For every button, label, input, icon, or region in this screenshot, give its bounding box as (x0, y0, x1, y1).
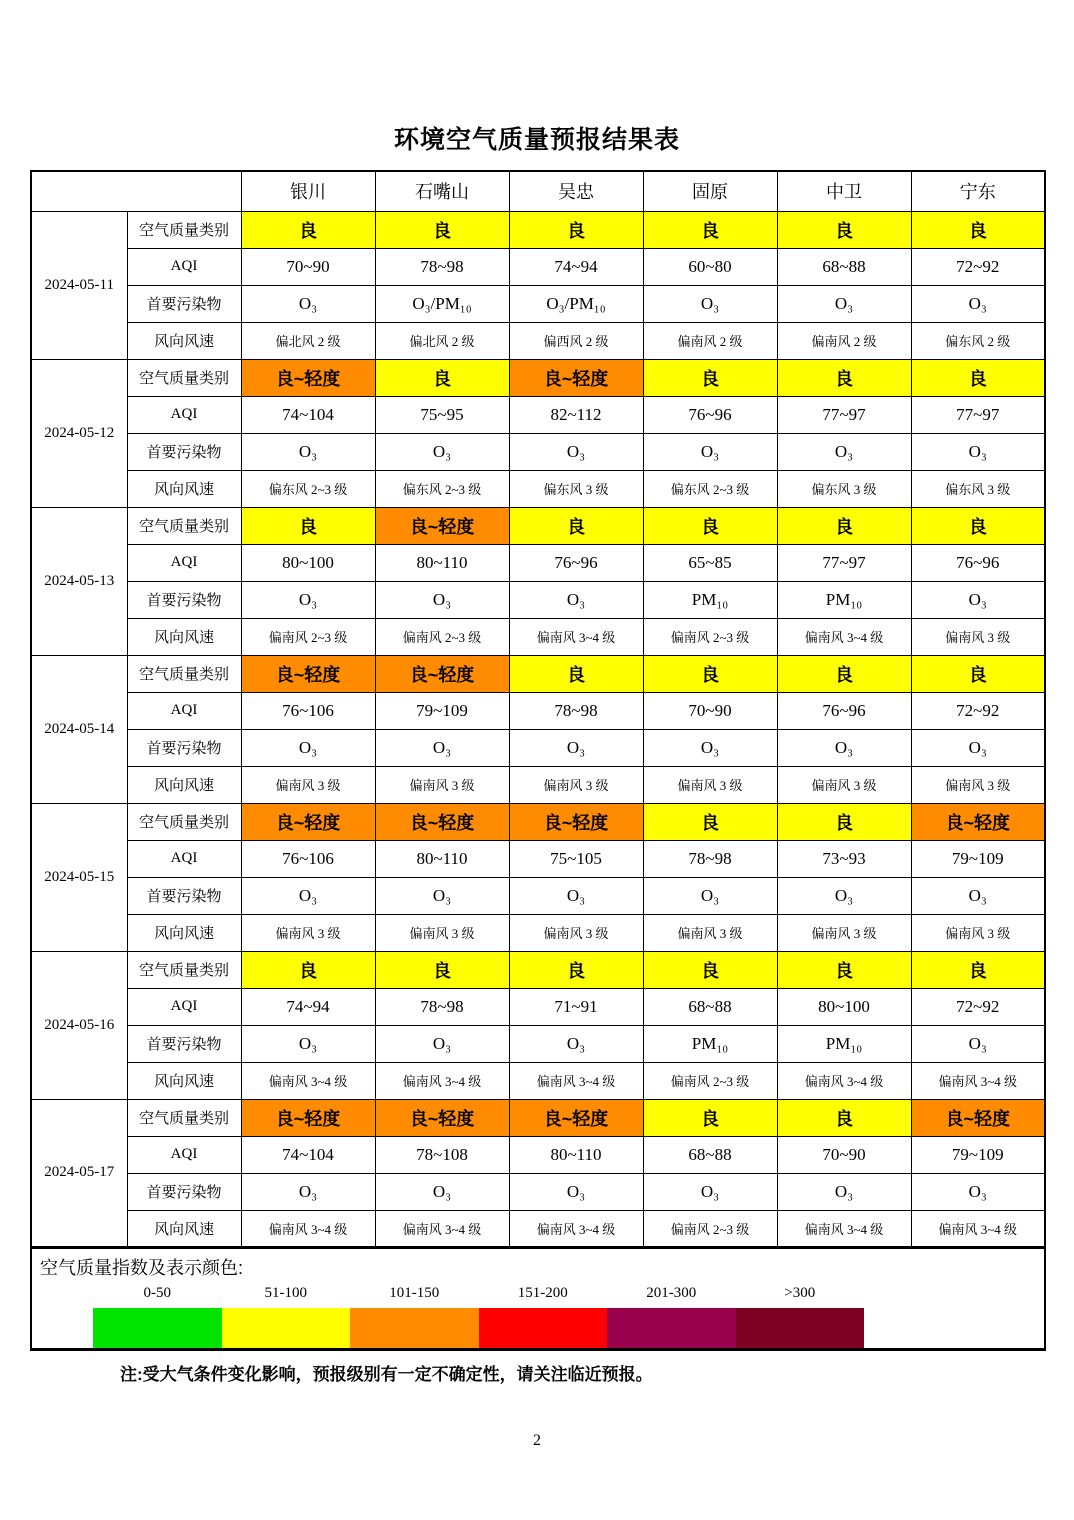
category-cell: 良~轻度 (241, 359, 375, 396)
category-cell: 良 (509, 211, 643, 248)
aqi-cell: 80~100 (777, 988, 911, 1025)
city-header: 固原 (643, 171, 777, 211)
aqi-cell: 74~94 (241, 988, 375, 1025)
category-cell: 良 (777, 655, 911, 692)
legend-range-label: 51-100 (264, 1284, 307, 1301)
pollutant-row (31, 285, 1045, 322)
wind-row (31, 322, 1045, 359)
row-label-category: 空气质量类别 (127, 507, 241, 544)
city-header: 石嘴山 (375, 171, 509, 211)
wind-cell: 偏南风 3 级 (241, 914, 375, 951)
aqi-cell: 70~90 (777, 1136, 911, 1173)
pollutant-cell: O₃ (241, 877, 375, 914)
aqi-row (31, 396, 1045, 433)
category-row (31, 951, 1045, 988)
pollutant-cell: O₃ (241, 1173, 375, 1210)
category-cell: 良~轻度 (241, 655, 375, 692)
wind-row (31, 618, 1045, 655)
pollutant-cell: O₃ (777, 285, 911, 322)
wind-cell: 偏南风 3 级 (911, 618, 1045, 655)
pollutant-cell: O₃ (375, 1025, 509, 1062)
pollutant-cell: O₃ (375, 877, 509, 914)
pollutant-cell: O₃ (777, 877, 911, 914)
aqi-cell: 68~88 (643, 1136, 777, 1173)
pollutant-cell: O₃ (375, 1173, 509, 1210)
category-cell: 良~轻度 (375, 655, 509, 692)
pollutant-cell: O₃ (241, 1025, 375, 1062)
aqi-cell: 70~90 (643, 692, 777, 729)
pollutant-cell: PM₁₀ (777, 1025, 911, 1062)
wind-cell: 偏西风 2 级 (509, 322, 643, 359)
wind-cell: 偏南风 3 级 (241, 766, 375, 803)
wind-row (31, 470, 1045, 507)
row-label-wind: 风向风速 (127, 322, 241, 359)
category-cell: 良 (777, 507, 911, 544)
wind-cell: 偏东风 3 级 (777, 470, 911, 507)
pollutant-cell: O₃ (375, 581, 509, 618)
category-row (31, 359, 1045, 396)
pollutant-cell: O₃ (509, 581, 643, 618)
aqi-cell: 77~97 (777, 544, 911, 581)
wind-cell: 偏南风 3 级 (509, 766, 643, 803)
aqi-cell: 78~98 (375, 988, 509, 1025)
corner-cell (31, 171, 241, 211)
wind-cell: 偏北风 2 级 (241, 322, 375, 359)
pollutant-cell: PM₁₀ (643, 1025, 777, 1062)
row-label-category: 空气质量类别 (127, 211, 241, 248)
category-cell: 良 (643, 803, 777, 840)
aqi-cell: 68~88 (777, 248, 911, 285)
pollutant-cell: O₃ (777, 433, 911, 470)
category-cell: 良~轻度 (509, 359, 643, 396)
row-label-category: 空气质量类别 (127, 951, 241, 988)
aqi-cell: 76~96 (911, 544, 1045, 581)
aqi-row (31, 248, 1045, 285)
category-cell: 良 (375, 211, 509, 248)
pollutant-cell: O₃ (241, 285, 375, 322)
pollutant-cell: O₃ (911, 581, 1045, 618)
category-cell: 良 (241, 951, 375, 988)
legend-swatch-purple (607, 1308, 736, 1348)
aqi-cell: 60~80 (643, 248, 777, 285)
category-cell: 良 (777, 211, 911, 248)
pollutant-cell: O₃ (911, 877, 1045, 914)
pollutant-cell: O₃ (911, 285, 1045, 322)
category-cell: 良 (777, 1099, 911, 1136)
row-label-pollutant: 首要污染物 (127, 877, 241, 914)
category-row (31, 803, 1045, 840)
wind-cell: 偏南风 3 级 (777, 766, 911, 803)
row-label-pollutant: 首要污染物 (127, 285, 241, 322)
category-cell: 良~轻度 (375, 803, 509, 840)
date-cell: 2024-05-15 (31, 803, 127, 951)
pollutant-cell: O₃ (911, 729, 1045, 766)
legend-range-label: 151-200 (517, 1284, 568, 1301)
row-label-category: 空气质量类别 (127, 803, 241, 840)
row-label-wind: 风向风速 (127, 914, 241, 951)
wind-cell: 偏南风 3~4 级 (509, 618, 643, 655)
row-label-aqi: AQI (127, 988, 241, 1025)
aqi-cell: 80~100 (241, 544, 375, 581)
category-cell: 良 (777, 359, 911, 396)
legend-swatch-maroon (736, 1308, 865, 1348)
city-header: 银川 (241, 171, 375, 211)
pollutant-cell: O₃ (375, 729, 509, 766)
wind-cell: 偏东风 3 级 (509, 470, 643, 507)
category-cell: 良 (911, 507, 1045, 544)
pollutant-cell: O₃ (241, 729, 375, 766)
pollutant-cell: O₃ (509, 877, 643, 914)
pollutant-row (31, 729, 1045, 766)
page-number: 2 (533, 1432, 541, 1449)
wind-cell: 偏东风 2 级 (911, 322, 1045, 359)
wind-cell: 偏南风 3~4 级 (777, 1062, 911, 1099)
aqi-color-legend (31, 1247, 1045, 1349)
aqi-cell: 78~98 (643, 840, 777, 877)
pollutant-cell: O₃ (643, 1173, 777, 1210)
wind-cell: 偏南风 3 级 (509, 914, 643, 951)
row-label-aqi: AQI (127, 248, 241, 285)
category-cell: 良 (509, 507, 643, 544)
pollutant-cell: O₃ (643, 877, 777, 914)
legend-swatch-red (479, 1308, 608, 1348)
legend-swatches (93, 1308, 1044, 1348)
city-header: 吴忠 (509, 171, 643, 211)
category-cell: 良 (911, 655, 1045, 692)
date-cell: 2024-05-12 (31, 359, 127, 507)
aqi-cell: 76~96 (509, 544, 643, 581)
aqi-cell: 73~93 (777, 840, 911, 877)
row-label-wind: 风向风速 (127, 1062, 241, 1099)
aqi-cell: 76~96 (777, 692, 911, 729)
date-cell: 2024-05-13 (31, 507, 127, 655)
category-cell: 良 (911, 211, 1045, 248)
category-cell: 良 (643, 507, 777, 544)
legend-range-label: 101-150 (389, 1284, 440, 1301)
aqi-cell: 72~92 (911, 988, 1045, 1025)
pollutant-cell: O₃ (509, 1173, 643, 1210)
wind-cell: 偏南风 3~4 级 (241, 1210, 375, 1247)
category-cell: 良 (643, 951, 777, 988)
category-cell: 良~轻度 (509, 803, 643, 840)
wind-cell: 偏南风 3~4 级 (241, 1062, 375, 1099)
pollutant-cell: O₃ (911, 1173, 1045, 1210)
pollutant-cell: O₃ (777, 1173, 911, 1210)
pollutant-cell: O₃ (241, 581, 375, 618)
wind-cell: 偏南风 3~4 级 (509, 1062, 643, 1099)
wind-cell: 偏南风 2~3 级 (643, 1210, 777, 1247)
category-cell: 良 (375, 951, 509, 988)
aqi-cell: 80~110 (509, 1136, 643, 1173)
wind-row (31, 1062, 1045, 1099)
pollutant-cell: O₃/PM₁₀ (509, 285, 643, 322)
row-label-wind: 风向风速 (127, 470, 241, 507)
row-label-wind: 风向风速 (127, 1210, 241, 1247)
aqi-cell: 76~106 (241, 840, 375, 877)
category-cell: 良 (643, 1099, 777, 1136)
page-title: 环境空气质量预报结果表 (393, 127, 680, 154)
legend-swatch-green (93, 1308, 222, 1348)
wind-cell: 偏南风 3 级 (375, 766, 509, 803)
aqi-cell: 74~104 (241, 1136, 375, 1173)
row-label-category: 空气质量类别 (127, 359, 241, 396)
aqi-cell: 65~85 (643, 544, 777, 581)
category-cell: 良~轻度 (241, 1099, 375, 1136)
row-label-category: 空气质量类别 (127, 1099, 241, 1136)
wind-cell: 偏南风 2~3 级 (643, 618, 777, 655)
pollutant-row (31, 581, 1045, 618)
city-header: 宁东 (911, 171, 1045, 211)
category-row (31, 655, 1045, 692)
wind-cell: 偏南风 2 级 (643, 322, 777, 359)
category-row (31, 507, 1045, 544)
row-label-pollutant: 首要污染物 (127, 581, 241, 618)
pollutant-cell: O₃ (643, 285, 777, 322)
category-cell: 良~轻度 (241, 803, 375, 840)
legend-ranges (93, 1285, 1044, 1302)
aqi-row (31, 544, 1045, 581)
category-cell: 良 (643, 211, 777, 248)
city-header-row (31, 171, 1045, 211)
wind-row (31, 914, 1045, 951)
category-cell: 良 (643, 359, 777, 396)
aqi-cell: 74~104 (241, 396, 375, 433)
aqi-cell: 77~97 (911, 396, 1045, 433)
aqi-cell: 70~90 (241, 248, 375, 285)
aqi-cell: 76~96 (643, 396, 777, 433)
wind-cell: 偏南风 3 级 (911, 766, 1045, 803)
aqi-cell: 80~110 (375, 544, 509, 581)
wind-cell: 偏南风 3 级 (375, 914, 509, 951)
category-cell: 良 (509, 951, 643, 988)
pollutant-cell: O₃/PM₁₀ (375, 285, 509, 322)
aqi-cell: 79~109 (375, 692, 509, 729)
category-cell: 良 (375, 359, 509, 396)
row-label-aqi: AQI (127, 1136, 241, 1173)
legend-range-label: 201-300 (646, 1284, 697, 1301)
aqi-cell: 75~95 (375, 396, 509, 433)
aqi-row (31, 692, 1045, 729)
wind-cell: 偏东风 2~3 级 (375, 470, 509, 507)
aqi-row (31, 1136, 1045, 1173)
aqi-cell: 71~91 (509, 988, 643, 1025)
aqi-cell: 78~108 (375, 1136, 509, 1173)
row-label-aqi: AQI (127, 840, 241, 877)
wind-cell: 偏南风 3~4 级 (777, 618, 911, 655)
pollutant-row (31, 877, 1045, 914)
row-label-wind: 风向风速 (127, 766, 241, 803)
aqi-cell: 74~94 (509, 248, 643, 285)
category-cell: 良 (911, 951, 1045, 988)
aqi-row (31, 988, 1045, 1025)
legend-row (31, 1247, 1045, 1349)
forecast-table (30, 170, 1046, 1351)
wind-cell: 偏南风 3~4 级 (375, 1210, 509, 1247)
pollutant-row (31, 1025, 1045, 1062)
wind-cell: 偏南风 3 级 (643, 914, 777, 951)
aqi-cell: 79~109 (911, 840, 1045, 877)
pollutant-cell: PM₁₀ (643, 581, 777, 618)
row-label-aqi: AQI (127, 692, 241, 729)
pollutant-cell: O₃ (643, 433, 777, 470)
pollutant-cell: PM₁₀ (777, 581, 911, 618)
pollutant-row (31, 1173, 1045, 1210)
legend-range-label: 0-50 (143, 1284, 171, 1301)
aqi-cell: 68~88 (643, 988, 777, 1025)
category-cell: 良 (777, 951, 911, 988)
pollutant-cell: O₃ (911, 1025, 1045, 1062)
wind-cell: 偏南风 3~4 级 (911, 1210, 1045, 1247)
wind-cell: 偏南风 3~4 级 (777, 1210, 911, 1247)
pollutant-cell: O₃ (241, 433, 375, 470)
row-label-pollutant: 首要污染物 (127, 433, 241, 470)
wind-cell: 偏东风 2~3 级 (643, 470, 777, 507)
category-cell: 良 (241, 507, 375, 544)
note-text: 注:受大气条件变化影响，预报级别有一定不确定性，请关注临近预报。 (120, 1364, 653, 1384)
legend-title: 空气质量指数及表示颜色: (40, 1257, 243, 1278)
legend-swatch-yellow (222, 1308, 351, 1348)
aqi-cell: 72~92 (911, 248, 1045, 285)
category-cell: 良~轻度 (375, 507, 509, 544)
wind-cell: 偏南风 2~3 级 (241, 618, 375, 655)
wind-row (31, 766, 1045, 803)
pollutant-cell: O₃ (509, 433, 643, 470)
wind-row (31, 1210, 1045, 1247)
row-label-pollutant: 首要污染物 (127, 1173, 241, 1210)
date-cell: 2024-05-16 (31, 951, 127, 1099)
wind-cell: 偏南风 3 级 (777, 914, 911, 951)
wind-cell: 偏南风 3 级 (643, 766, 777, 803)
aqi-cell: 75~105 (509, 840, 643, 877)
legend-swatch-orange (350, 1308, 479, 1348)
pollutant-cell: O₃ (777, 729, 911, 766)
row-label-pollutant: 首要污染物 (127, 1025, 241, 1062)
row-label-category: 空气质量类别 (127, 655, 241, 692)
category-cell: 良~轻度 (911, 1099, 1045, 1136)
category-cell: 良~轻度 (509, 1099, 643, 1136)
wind-cell: 偏南风 3 级 (911, 914, 1045, 951)
pollutant-cell: O₃ (911, 433, 1045, 470)
date-cell: 2024-05-11 (31, 211, 127, 359)
category-cell: 良 (241, 211, 375, 248)
category-row (31, 211, 1045, 248)
wind-cell: 偏东风 3 级 (911, 470, 1045, 507)
category-cell: 良 (911, 359, 1045, 396)
wind-cell: 偏东风 2~3 级 (241, 470, 375, 507)
aqi-cell: 78~98 (375, 248, 509, 285)
category-cell: 良 (777, 803, 911, 840)
date-cell: 2024-05-17 (31, 1099, 127, 1247)
pollutant-cell: O₃ (643, 729, 777, 766)
aqi-cell: 80~110 (375, 840, 509, 877)
category-row (31, 1099, 1045, 1136)
wind-cell: 偏南风 3~4 级 (509, 1210, 643, 1247)
aqi-cell: 79~109 (911, 1136, 1045, 1173)
pollutant-cell: O₃ (375, 433, 509, 470)
row-label-pollutant: 首要污染物 (127, 729, 241, 766)
aqi-cell: 76~106 (241, 692, 375, 729)
wind-cell: 偏南风 2 级 (777, 322, 911, 359)
wind-cell: 偏南风 2~3 级 (643, 1062, 777, 1099)
category-cell: 良~轻度 (375, 1099, 509, 1136)
wind-cell: 偏南风 3~4 级 (911, 1062, 1045, 1099)
aqi-cell: 82~112 (509, 396, 643, 433)
pollutant-cell: O₃ (509, 1025, 643, 1062)
row-label-wind: 风向风速 (127, 618, 241, 655)
row-label-aqi: AQI (127, 544, 241, 581)
category-cell: 良 (643, 655, 777, 692)
row-label-aqi: AQI (127, 396, 241, 433)
category-cell: 良 (509, 655, 643, 692)
category-cell: 良~轻度 (911, 803, 1045, 840)
aqi-cell: 77~97 (777, 396, 911, 433)
pollutant-row (31, 433, 1045, 470)
city-header: 中卫 (777, 171, 911, 211)
legend-range-label: >300 (784, 1284, 816, 1301)
date-cell: 2024-05-14 (31, 655, 127, 803)
aqi-row (31, 840, 1045, 877)
wind-cell: 偏南风 2~3 级 (375, 618, 509, 655)
wind-cell: 偏北风 2 级 (375, 322, 509, 359)
wind-cell: 偏南风 3~4 级 (375, 1062, 509, 1099)
aqi-cell: 72~92 (911, 692, 1045, 729)
aqi-cell: 78~98 (509, 692, 643, 729)
pollutant-cell: O₃ (509, 729, 643, 766)
